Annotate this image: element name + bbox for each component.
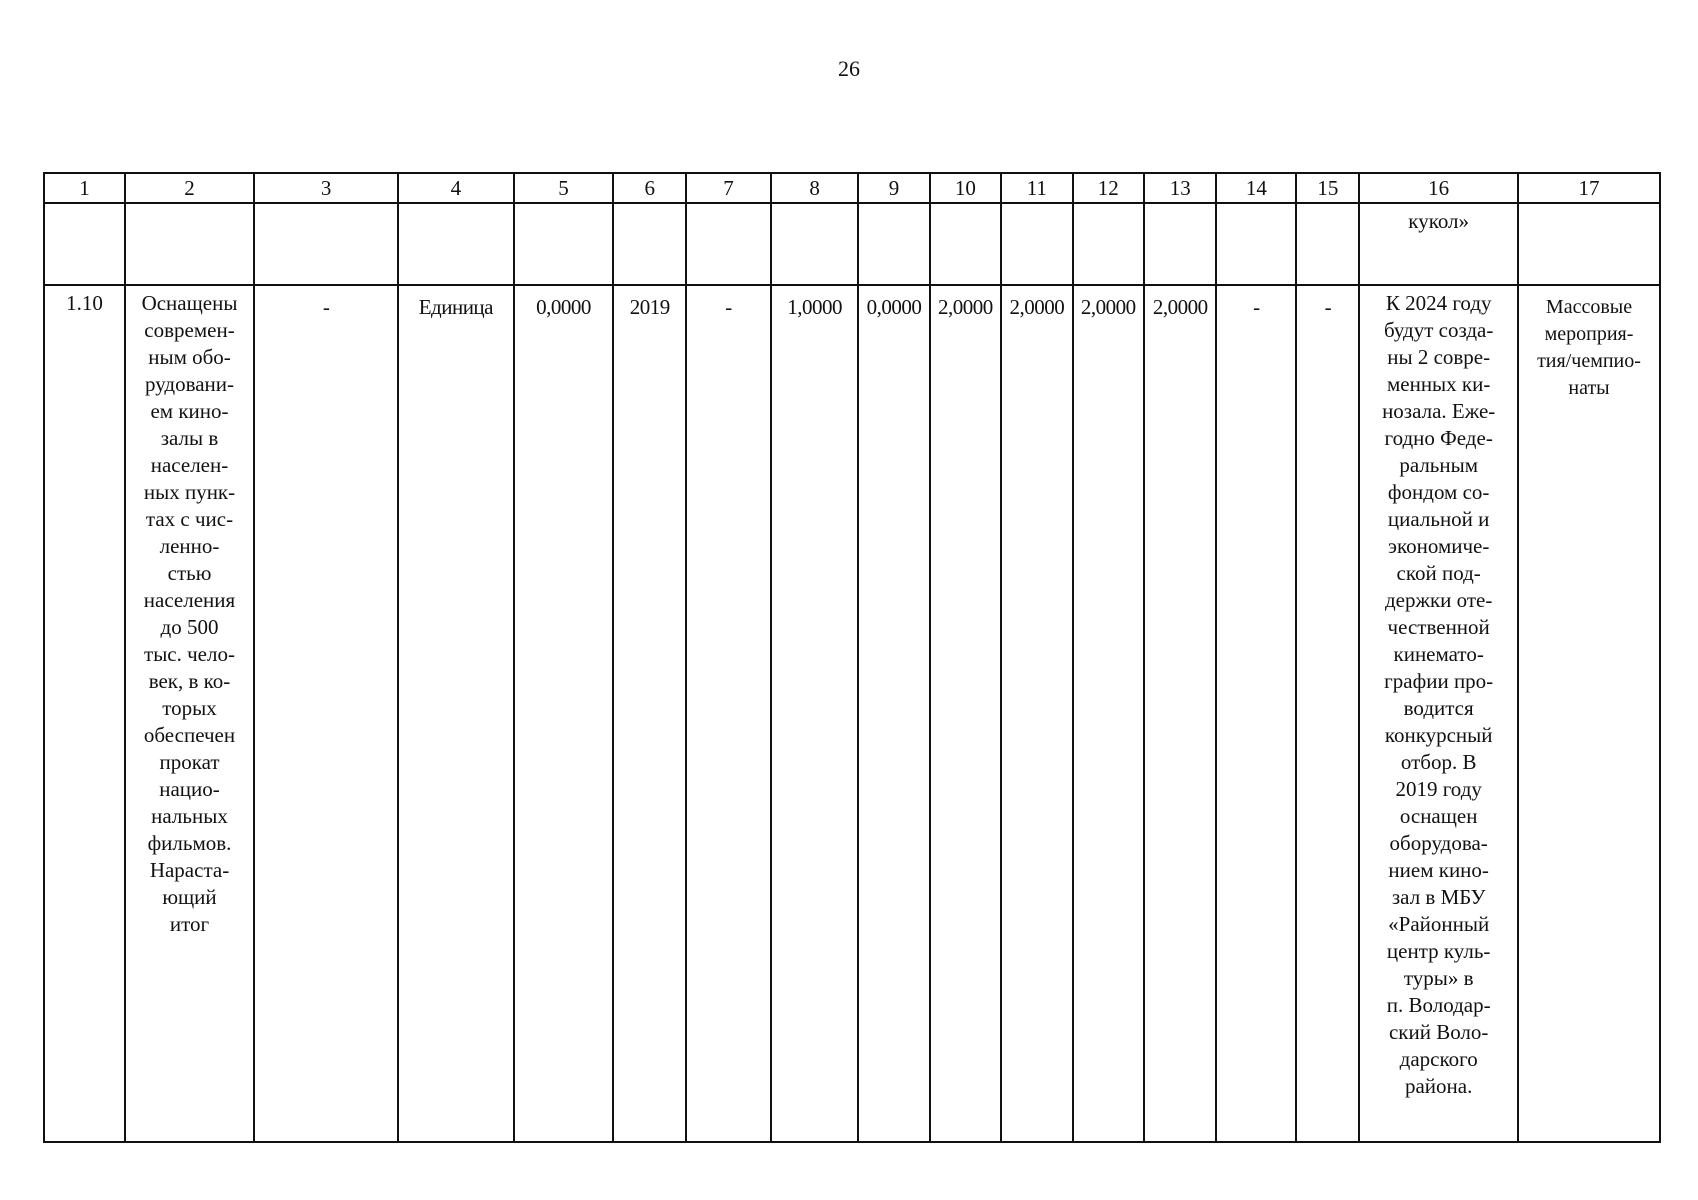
column-header: 12	[1073, 173, 1144, 203]
base-year: 2019	[629, 295, 670, 319]
indicator-name: Оснащены современ- ным обо- рудовани- ем кино- залы в населен- ных пунк- тах с чис- ленно- стью населения до 500 тыс. чело- век, в ко- торых обеспечен прокат нацио- нальных фильмов. Нараста- ющий итог	[141, 291, 238, 936]
col8-cell	[771, 285, 858, 1142]
empty-cell	[514, 203, 614, 285]
indicator-name-cell	[125, 285, 254, 1142]
col7-value: -	[725, 295, 732, 319]
empty-cell	[254, 203, 398, 285]
col15-value: -	[1324, 295, 1332, 319]
events-text: Массовые мероприя- тия/чемпио- наты	[1537, 296, 1641, 399]
empty-cell	[44, 203, 125, 285]
column-header: 1	[44, 173, 125, 203]
base-value-cell	[514, 285, 614, 1142]
column-header: 17	[1518, 173, 1660, 203]
description-text: К 2024 году будут созда- ны 2 совре- менных ки- нозала. Еже- годно Феде- ральным фондом со- циальной и экономиче- ской под- держки оте- чественной кинемато- графии про- водится конкурсный отбор. В 2019 году оснащен оборудова- нием кино- зал в МБУ «Районный центр куль- туры» в п. Володар- ский Воло- дарского района.	[1382, 291, 1496, 1098]
events-cell	[1518, 285, 1660, 1142]
column-header: 10	[930, 173, 1001, 203]
page-number: 26	[838, 56, 860, 81]
col3-value: -	[322, 295, 330, 319]
column-header: 14	[1216, 173, 1296, 203]
empty-cell	[613, 203, 685, 285]
column-number-row	[44, 173, 1660, 203]
column-header: 8	[771, 173, 858, 203]
column-header: 2	[125, 173, 254, 203]
empty-cell	[858, 203, 929, 285]
col11-value: 2,0000	[1009, 295, 1065, 319]
continuation-row	[44, 203, 1660, 285]
col10-value: 2,0000	[938, 295, 993, 319]
column-header: 3	[254, 173, 398, 203]
empty-cell	[771, 203, 858, 285]
empty-cell	[1518, 203, 1660, 285]
continued-text: кукол»	[1408, 209, 1470, 233]
col8-value: 1,0000	[787, 295, 842, 319]
row-index-cell	[44, 285, 125, 1142]
empty-cell	[1073, 203, 1144, 285]
description-cell	[1359, 285, 1518, 1142]
empty-cell	[1144, 203, 1216, 285]
column-header: 4	[398, 173, 514, 203]
column-header: 16	[1359, 173, 1518, 203]
column-header: 5	[514, 173, 614, 203]
column-header: 13	[1144, 173, 1216, 203]
continued-text-cell	[1359, 203, 1518, 285]
col14-value: -	[1253, 295, 1260, 319]
table-row	[44, 285, 1660, 1142]
col15-cell	[1296, 285, 1359, 1142]
unit-value: Единица	[418, 295, 493, 319]
empty-cell	[398, 203, 514, 285]
base-value: 0,0000	[536, 295, 591, 319]
base-year-cell	[613, 285, 685, 1142]
column-header: 11	[1001, 173, 1072, 203]
empty-cell	[930, 203, 1001, 285]
empty-cell	[686, 203, 771, 285]
col13-cell	[1144, 285, 1216, 1142]
empty-cell	[1296, 203, 1359, 285]
col3-cell	[254, 285, 398, 1142]
col13-value: 2,0000	[1152, 295, 1208, 319]
col14-cell	[1216, 285, 1296, 1142]
col9-cell	[858, 285, 929, 1142]
col9-value: 0,0000	[866, 295, 922, 319]
col12-value: 2,0000	[1080, 295, 1136, 319]
col10-cell	[930, 285, 1001, 1142]
row-index: 1.10	[66, 291, 103, 315]
col7-cell	[686, 285, 771, 1142]
column-header: 6	[613, 173, 685, 203]
column-header: 7	[686, 173, 771, 203]
col12-cell	[1073, 285, 1144, 1142]
column-header: 15	[1296, 173, 1359, 203]
empty-cell	[125, 203, 254, 285]
col11-cell	[1001, 285, 1072, 1142]
empty-cell	[1001, 203, 1072, 285]
empty-cell	[1216, 203, 1296, 285]
indicators-table	[43, 172, 1661, 1143]
unit-cell	[398, 285, 514, 1142]
column-header: 9	[858, 173, 929, 203]
